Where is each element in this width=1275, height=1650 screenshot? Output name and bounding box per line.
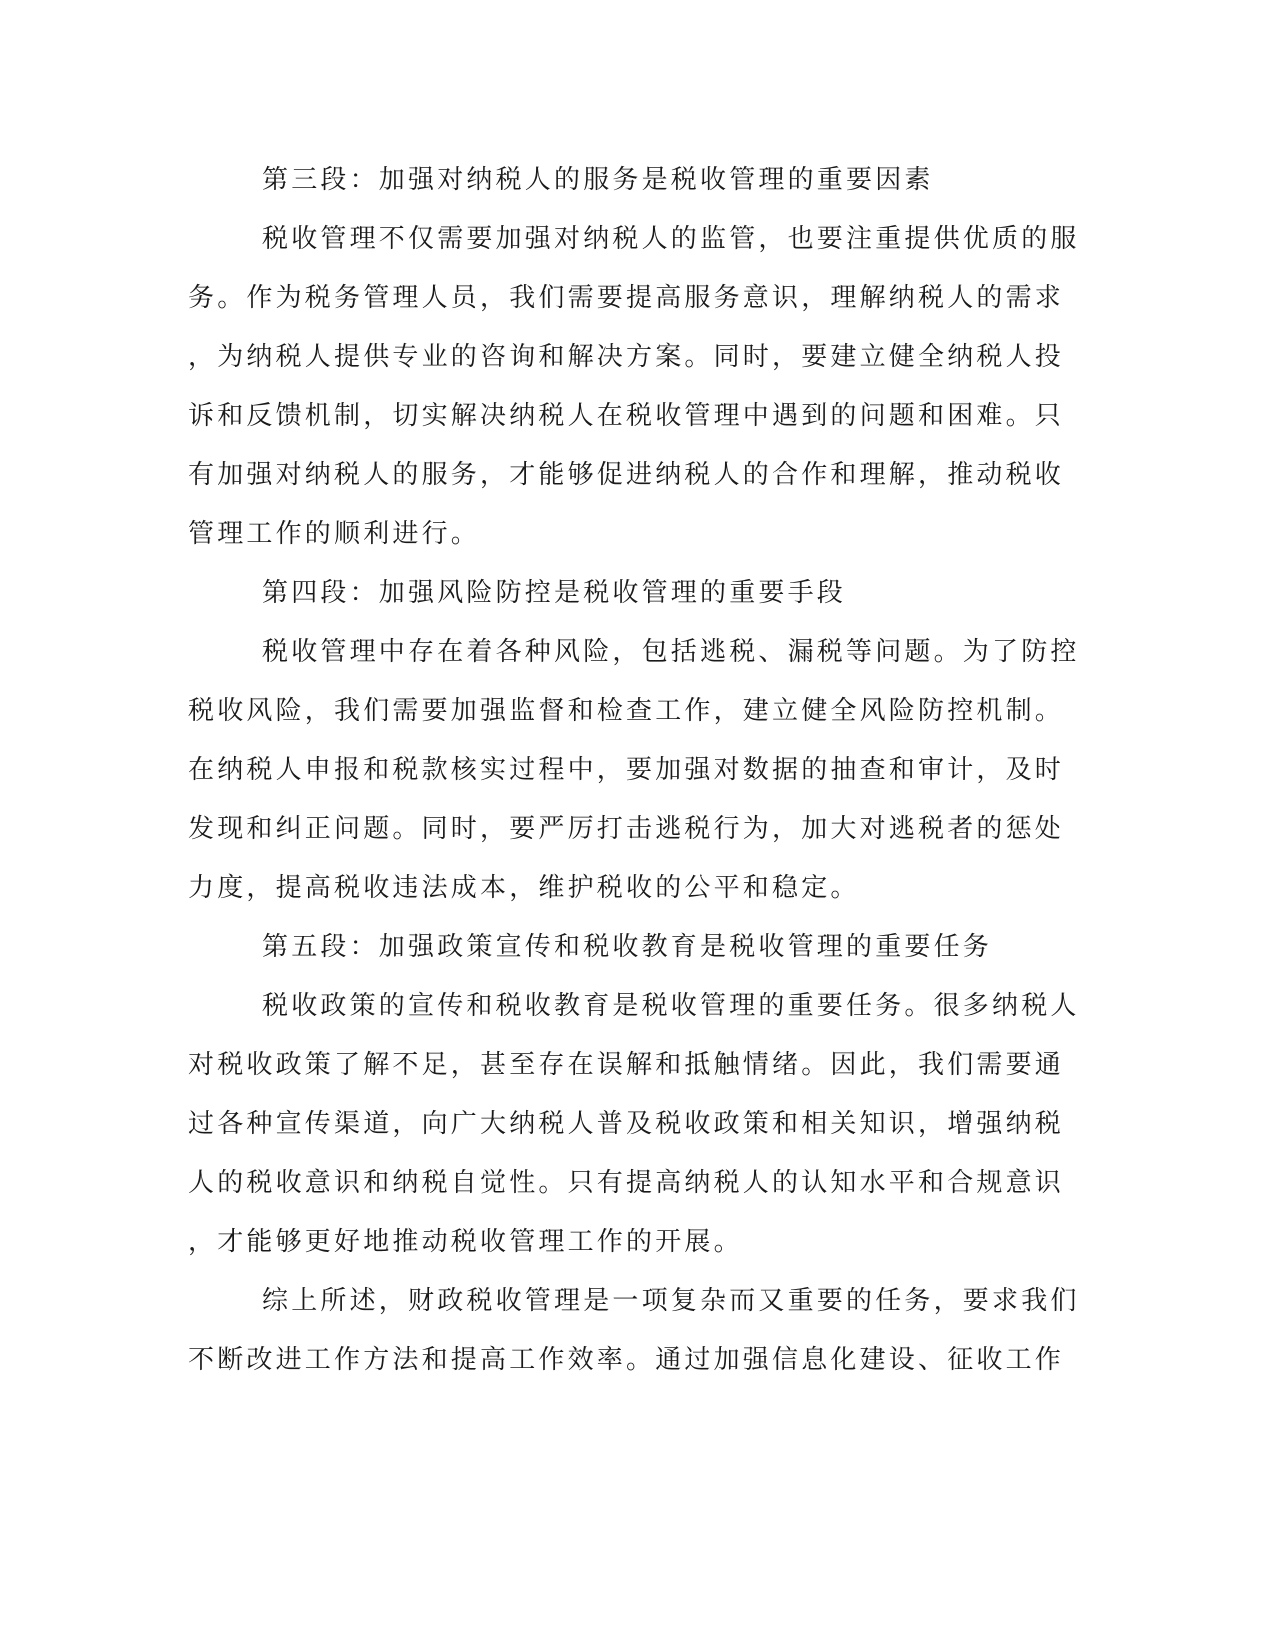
paragraph-line: ，才能够更好地推动税收管理工作的开展。: [188, 1227, 743, 1257]
paragraph-line: 税收管理不仅需要加强对纳税人的监管，也要注重提供优质的服: [262, 224, 1080, 254]
paragraph-line: 诉和反馈机制，切实解决纳税人在税收管理中遇到的问题和困难。只: [188, 401, 1065, 431]
paragraph-line: 不断改进工作方法和提高工作效率。通过加强信息化建设、征收工作: [188, 1345, 1065, 1375]
paragraph-line: 对税收政策了解不足，甚至存在误解和抵触情绪。因此，我们需要通: [188, 1050, 1065, 1080]
paragraph-line: 发现和纠正问题。同时，要严厉打击逃税行为，加大对逃税者的惩处: [188, 814, 1065, 844]
paragraph-line: 税收管理中存在着各种风险，包括逃税、漏税等问题。为了防控: [262, 637, 1080, 667]
paragraph-line: 务。作为税务管理人员，我们需要提高服务意识，理解纳税人的需求: [188, 283, 1065, 313]
paragraph-line: 有加强对纳税人的服务，才能够促进纳税人的合作和理解，推动税收: [188, 460, 1065, 490]
paragraph-line: ，为纳税人提供专业的咨询和解决方案。同时，要建立健全纳税人投: [188, 342, 1065, 372]
paragraph-line: 过各种宣传渠道，向广大纳税人普及税收政策和相关知识，增强纳税: [188, 1109, 1065, 1139]
paragraph-line: 在纳税人申报和税款核实过程中，要加强对数据的抽查和审计，及时: [188, 755, 1065, 785]
paragraph-line: 税收风险，我们需要加强监督和检查工作，建立健全风险防控机制。: [188, 696, 1065, 726]
section-heading-3: 第三段：加强对纳税人的服务是税收管理的重要因素: [262, 165, 934, 195]
paragraph-line: 人的税收意识和纳税自觉性。只有提高纳税人的认知水平和合规意识: [188, 1168, 1065, 1198]
paragraph-line: 力度，提高税收违法成本，维护税收的公平和稳定。: [188, 873, 860, 903]
paragraph-line: 税收政策的宣传和税收教育是税收管理的重要任务。很多纳税人: [262, 991, 1080, 1021]
section-heading-4: 第四段：加强风险防控是税收管理的重要手段: [262, 578, 847, 608]
section-heading-5: 第五段：加强政策宣传和税收教育是税收管理的重要任务: [262, 932, 993, 962]
paragraph-line: 管理工作的顺利进行。: [188, 519, 481, 549]
paragraph-line: 综上所述，财政税收管理是一项复杂而又重要的任务，要求我们: [262, 1286, 1080, 1316]
